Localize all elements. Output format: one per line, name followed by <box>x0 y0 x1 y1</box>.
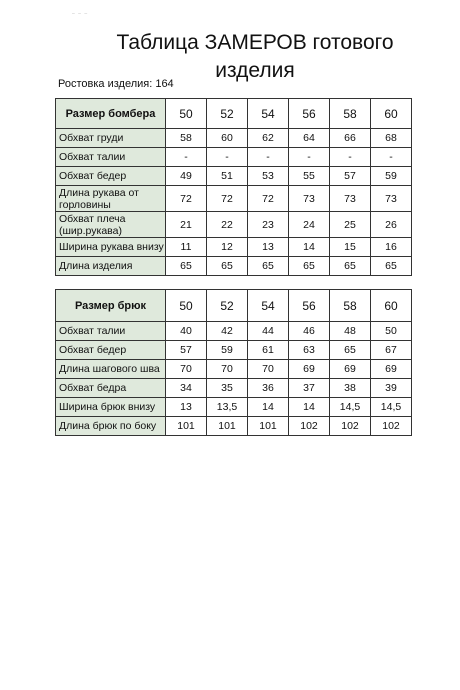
pants-size-header: 52 <box>207 290 248 322</box>
measure-cell: 34 <box>166 379 207 398</box>
page-title-line-2: изделия <box>215 59 295 83</box>
measure-cell: 66 <box>330 129 371 148</box>
pants-size-header: 56 <box>289 290 330 322</box>
measure-cell: - <box>371 148 412 167</box>
measure-cell: 65 <box>330 257 371 276</box>
pants-header-row <box>56 290 412 322</box>
row-label: Длина брюк по боку <box>56 417 166 436</box>
row-label: Ширина брюк внизу <box>56 398 166 417</box>
bomber-header-label: Размер бомбера <box>56 99 166 129</box>
measure-cell: 69 <box>371 360 412 379</box>
bomber-size-header: 58 <box>330 99 371 129</box>
measure-cell: - <box>248 148 289 167</box>
measure-cell: 65 <box>207 257 248 276</box>
row-label: Длина рукава от горловины <box>56 186 166 212</box>
measure-cell: 25 <box>330 212 371 238</box>
measure-cell: 49 <box>166 167 207 186</box>
pants-header-label: Размер брюк <box>56 290 166 322</box>
row-label: Обхват бедра <box>56 379 166 398</box>
bomber-size-header: 52 <box>207 99 248 129</box>
row-label: Обхват груди <box>56 129 166 148</box>
measure-cell: 70 <box>207 360 248 379</box>
measure-cell: 65 <box>371 257 412 276</box>
measure-cell: 22 <box>207 212 248 238</box>
measure-cell: 68 <box>371 129 412 148</box>
pants-size-table <box>55 289 412 436</box>
row-label: Обхват талии <box>56 148 166 167</box>
measure-cell: 65 <box>248 257 289 276</box>
measure-cell: 69 <box>330 360 371 379</box>
measure-cell: 14,5 <box>330 398 371 417</box>
measure-cell: 14 <box>289 238 330 257</box>
table-row <box>56 238 412 257</box>
measure-cell: 36 <box>248 379 289 398</box>
measure-cell: 39 <box>371 379 412 398</box>
measure-cell: 14 <box>289 398 330 417</box>
measure-cell: 72 <box>207 186 248 212</box>
measure-cell: 70 <box>166 360 207 379</box>
pants-size-header: 60 <box>371 290 412 322</box>
measure-cell: 26 <box>371 212 412 238</box>
measure-cell: 73 <box>330 186 371 212</box>
measure-cell: 38 <box>330 379 371 398</box>
measure-cell: 12 <box>207 238 248 257</box>
table-row <box>56 148 412 167</box>
table-row <box>56 360 412 379</box>
measure-cell: 13 <box>166 398 207 417</box>
measure-cell: 60 <box>207 129 248 148</box>
measure-cell: 73 <box>289 186 330 212</box>
pants-size-header: 50 <box>166 290 207 322</box>
table-row <box>56 186 412 212</box>
measure-cell: 69 <box>289 360 330 379</box>
table-row <box>56 379 412 398</box>
bomber-size-header: 54 <box>248 99 289 129</box>
measure-cell: 72 <box>248 186 289 212</box>
row-label: Длина изделия <box>56 257 166 276</box>
measure-cell: - <box>330 148 371 167</box>
measure-cell: 13 <box>248 238 289 257</box>
measure-cell: 35 <box>207 379 248 398</box>
measure-cell: 59 <box>207 341 248 360</box>
page-title-line-1: Таблица ЗАМЕРОВ готового <box>116 31 394 55</box>
bomber-size-header: 50 <box>166 99 207 129</box>
table-row <box>56 212 412 238</box>
measure-cell: 44 <box>248 322 289 341</box>
measure-cell: 70 <box>248 360 289 379</box>
measure-cell: 65 <box>289 257 330 276</box>
table-row <box>56 167 412 186</box>
measure-cell: 61 <box>248 341 289 360</box>
measure-cell: 51 <box>207 167 248 186</box>
measure-cell: 11 <box>166 238 207 257</box>
measure-cell: 102 <box>289 417 330 436</box>
measure-cell: 73 <box>371 186 412 212</box>
measure-cell: 57 <box>166 341 207 360</box>
bomber-size-table <box>55 98 412 276</box>
measure-cell: 101 <box>248 417 289 436</box>
measure-cell: 67 <box>371 341 412 360</box>
corner-mark: – – – <box>72 11 89 17</box>
measure-cell: - <box>289 148 330 167</box>
table-row <box>56 417 412 436</box>
row-label: Ширина рукава внизу <box>56 238 166 257</box>
measure-cell: 64 <box>289 129 330 148</box>
measure-cell: - <box>166 148 207 167</box>
measure-cell: 24 <box>289 212 330 238</box>
table-row <box>56 129 412 148</box>
measure-cell: 53 <box>248 167 289 186</box>
measure-cell: - <box>207 148 248 167</box>
measure-cell: 101 <box>207 417 248 436</box>
measure-cell: 37 <box>289 379 330 398</box>
table-row <box>56 322 412 341</box>
measure-cell: 21 <box>166 212 207 238</box>
measure-cell: 101 <box>166 417 207 436</box>
measure-cell: 55 <box>289 167 330 186</box>
bomber-size-header: 60 <box>371 99 412 129</box>
row-label: Обхват бедер <box>56 341 166 360</box>
page-title <box>0 29 460 85</box>
measure-cell: 42 <box>207 322 248 341</box>
measure-cell: 14,5 <box>371 398 412 417</box>
pants-size-header: 54 <box>248 290 289 322</box>
measure-cell: 59 <box>371 167 412 186</box>
row-label: Обхват талии <box>56 322 166 341</box>
row-label: Обхват бедер <box>56 167 166 186</box>
bomber-header-row <box>56 99 412 129</box>
measure-cell: 40 <box>166 322 207 341</box>
measure-cell: 58 <box>166 129 207 148</box>
measure-cell: 65 <box>166 257 207 276</box>
measure-cell: 14 <box>248 398 289 417</box>
measure-cell: 48 <box>330 322 371 341</box>
measure-cell: 15 <box>330 238 371 257</box>
measure-cell: 102 <box>371 417 412 436</box>
row-label: Обхват плеча (шир.рукава) <box>56 212 166 238</box>
measure-cell: 13,5 <box>207 398 248 417</box>
measure-cell: 57 <box>330 167 371 186</box>
measure-cell: 16 <box>371 238 412 257</box>
measure-cell: 65 <box>330 341 371 360</box>
row-label: Длина шагового шва <box>56 360 166 379</box>
table-row <box>56 398 412 417</box>
bomber-size-header: 56 <box>289 99 330 129</box>
pants-size-header: 58 <box>330 290 371 322</box>
measure-cell: 50 <box>371 322 412 341</box>
table-row <box>56 257 412 276</box>
measure-cell: 102 <box>330 417 371 436</box>
measure-cell: 46 <box>289 322 330 341</box>
growth-note: Ростовка изделия: 164 <box>58 78 174 90</box>
measure-cell: 23 <box>248 212 289 238</box>
measure-cell: 72 <box>166 186 207 212</box>
measure-cell: 63 <box>289 341 330 360</box>
table-row <box>56 341 412 360</box>
measure-cell: 62 <box>248 129 289 148</box>
